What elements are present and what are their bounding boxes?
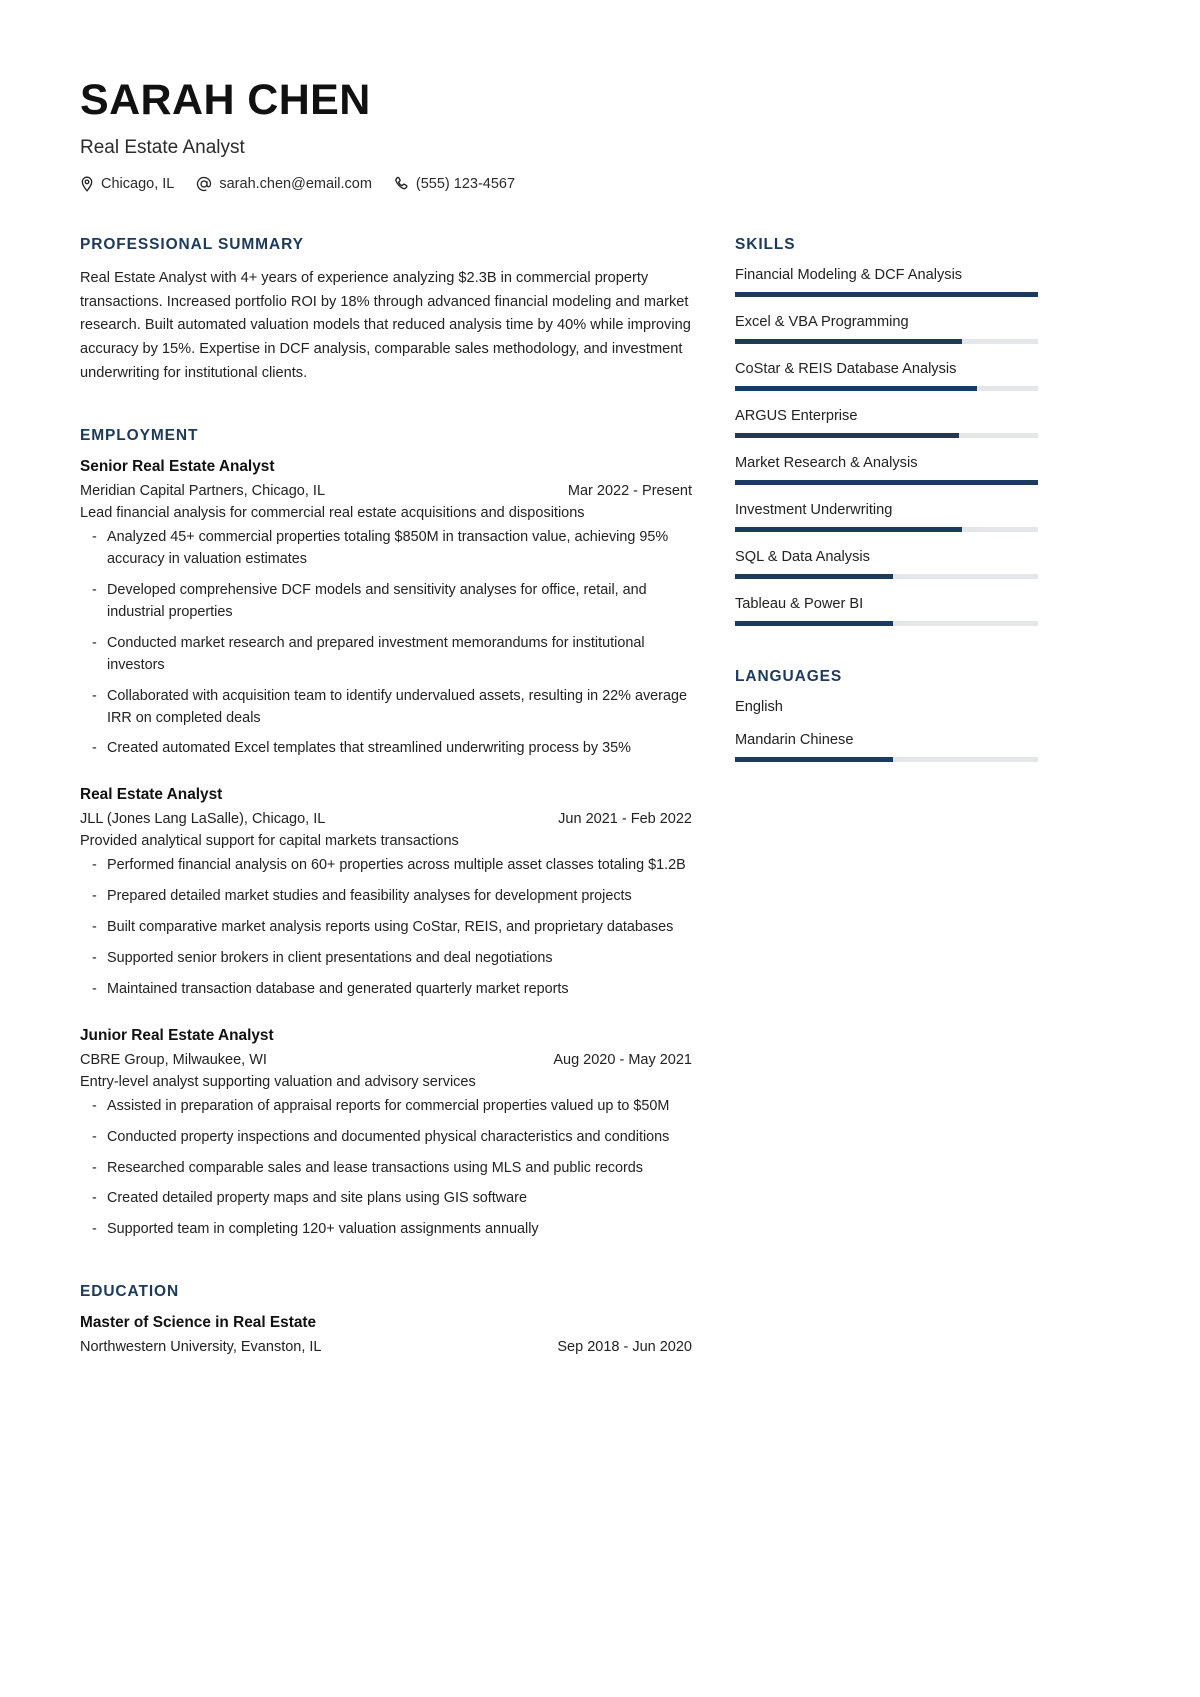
employment-bullet: [80, 738, 692, 760]
resume-header: [80, 78, 1030, 192]
education-entry: [80, 1314, 692, 1355]
skill-level-bar: [735, 339, 1038, 344]
employment-bullet-text: Created detailed property maps and site plans using GIS software: [107, 1190, 527, 1207]
email-at-icon: [196, 176, 212, 192]
language-name: English: [735, 699, 783, 716]
employment-job-title: Real Estate Analyst: [80, 786, 223, 804]
skill-level-fill: [735, 574, 893, 579]
employment-meta-row: [80, 483, 692, 499]
employment-heading: EMPLOYMENT: [80, 427, 199, 445]
skill-name: Excel & VBA Programming: [735, 314, 909, 331]
education-heading: EDUCATION: [80, 1283, 180, 1301]
employment-dates: Jun 2021 - Feb 2022: [558, 811, 692, 828]
employment-bullet: [80, 1096, 692, 1118]
employment-bullet-text: Created automated Excel templates that streamlined underwriting process by 35%: [107, 740, 631, 757]
employment-bullet-text: Prepared detailed market studies and feasibility analyses for development projects: [107, 888, 632, 905]
bullet-dash-icon: -: [92, 888, 97, 905]
employment-bullet-list: [80, 527, 692, 760]
contact-location: [80, 176, 174, 192]
summary-heading: PROFESSIONAL SUMMARY: [80, 236, 304, 254]
employment-bullet-text: Performed financial analysis on 60+ properties across multiple asset classes totaling $1.2B: [107, 857, 686, 874]
employment-meta-row: [80, 1052, 692, 1068]
skill-level-bar: [735, 292, 1038, 297]
skill-level-bar: [735, 480, 1038, 485]
bullet-dash-icon: -: [92, 1097, 97, 1114]
employment-job-title: Junior Real Estate Analyst: [80, 1026, 274, 1044]
skill-name: CoStar & REIS Database Analysis: [735, 361, 957, 378]
employment-description: Entry-level analyst supporting valuation and advisory services: [80, 1073, 476, 1090]
skill-level-fill: [735, 339, 962, 344]
bullet-dash-icon: -: [92, 582, 97, 599]
skill-name: Financial Modeling & DCF Analysis: [735, 267, 963, 284]
skill-name: Market Research & Analysis: [735, 455, 918, 472]
employment-bullet: [80, 1127, 692, 1149]
bullet-dash-icon: -: [92, 1128, 97, 1145]
employment-bullet-text: Conducted property inspections and documented physical characteristics and conditions: [107, 1128, 670, 1145]
skills-heading: SKILLS: [735, 236, 796, 254]
contact-phone-text: (555) 123-4567: [415, 176, 516, 193]
skill-level-bar: [735, 433, 1038, 438]
phone-icon: [394, 176, 409, 192]
employment-bullet: [80, 855, 692, 877]
language-level-bar: [735, 757, 1038, 762]
contact-phone[interactable]: [394, 176, 515, 192]
contact-email[interactable]: [196, 176, 372, 192]
skill-item: [735, 314, 1038, 344]
employment-dates: Aug 2020 - May 2021: [553, 1051, 692, 1068]
languages-heading: LANGUAGES: [735, 668, 843, 686]
contact-location-text: Chicago, IL: [101, 176, 175, 193]
language-level-fill: [735, 757, 893, 762]
skill-level-fill: [735, 292, 1038, 297]
contact-email-text: sarah.chen@email.com: [219, 176, 372, 193]
sidebar-column: [735, 236, 1038, 762]
employment-bullet: [80, 1158, 692, 1180]
education-institution: Northwestern University, Evanston, IL: [80, 1339, 322, 1356]
employment-bullet: [80, 886, 692, 908]
employment-bullet-text: Built comparative market analysis reports using CoStar, REIS, and proprietary databases: [107, 919, 674, 936]
bullet-dash-icon: -: [92, 1190, 97, 1207]
bullet-dash-icon: -: [92, 1221, 97, 1238]
employment-dates: Mar 2022 - Present: [567, 483, 692, 500]
employment-entry: [80, 458, 692, 760]
employment-bullet-text: Analyzed 45+ commercial properties totaling $850M in transaction value, achieving 95% accuracy in valuation estimates: [107, 529, 669, 568]
education-list: [80, 1314, 692, 1355]
resume-body: [80, 236, 1030, 1355]
skills-list: [735, 267, 1038, 626]
skill-level-fill: [735, 386, 977, 391]
summary-text: Real Estate Analyst with 4+ years of experience analyzing $2.3B in commercial property transactions. Increased portfolio ROI by 18% through advanced financial modeling and market research. Built automated valuation models that reduced analysis time by 40% while improving accuracy by 15%. Expertise in DCF analysis, comparable sales methodology, and investment underwriting for institutional clients.: [80, 270, 691, 381]
employment-bullet-list: [80, 1096, 692, 1241]
candidate-job-title: Real Estate Analyst: [80, 137, 245, 159]
employment-bullet: [80, 633, 692, 677]
language-name: Mandarin Chinese: [735, 732, 854, 749]
employment-bullet-list: [80, 855, 692, 1000]
employment-organization: Meridian Capital Partners, Chicago, IL: [80, 483, 326, 500]
location-pin-icon: [80, 176, 94, 192]
employment-bullet: [80, 948, 692, 970]
section-education: [80, 1283, 692, 1355]
languages-list: [735, 699, 1038, 762]
section-skills: [735, 236, 1038, 626]
skill-name: Investment Underwriting: [735, 502, 893, 519]
employment-bullet: [80, 917, 692, 939]
skill-item: [735, 596, 1038, 626]
employment-bullet: [80, 527, 692, 571]
skill-item: [735, 455, 1038, 485]
skill-level-fill: [735, 433, 959, 438]
skill-level-fill: [735, 621, 893, 626]
bullet-dash-icon: -: [92, 1159, 97, 1176]
skill-level-fill: [735, 480, 1038, 485]
language-item: [735, 732, 1038, 762]
employment-bullet-text: Supported team in completing 120+ valuation assignments annually: [107, 1221, 539, 1238]
employment-bullet-text: Assisted in preparation of appraisal reports for commercial properties valued up to $50M: [107, 1097, 670, 1114]
main-column: [80, 236, 692, 1355]
bullet-dash-icon: -: [92, 529, 97, 546]
employment-meta-row: [80, 811, 692, 827]
education-dates: Sep 2018 - Jun 2020: [557, 1339, 692, 1356]
section-languages: [735, 668, 1038, 762]
skill-item: [735, 408, 1038, 438]
employment-bullet: [80, 1188, 692, 1210]
employment-bullet: [80, 686, 692, 730]
employment-job-title: Senior Real Estate Analyst: [80, 458, 275, 476]
skill-item: [735, 361, 1038, 391]
employment-entry: [80, 1027, 692, 1241]
bullet-dash-icon: -: [92, 740, 97, 757]
employment-bullet-text: Supported senior brokers in client presentations and deal negotiations: [107, 950, 553, 967]
skill-name: ARGUS Enterprise: [735, 408, 858, 425]
section-professional-summary: [80, 236, 692, 385]
employment-organization: JLL (Jones Lang LaSalle), Chicago, IL: [80, 811, 326, 828]
skill-item: [735, 267, 1038, 297]
skill-item: [735, 549, 1038, 579]
employment-list: [80, 458, 692, 1241]
employment-description: Provided analytical support for capital markets transactions: [80, 833, 459, 850]
employment-bullet-text: Collaborated with acquisition team to identify undervalued assets, resulting in 22% average IRR on completed deals: [107, 687, 687, 726]
language-item: [735, 699, 1038, 715]
employment-bullet-text: Maintained transaction database and generated quarterly market reports: [107, 980, 569, 997]
employment-bullet-text: Researched comparable sales and lease transactions using MLS and public records: [107, 1159, 643, 1176]
bullet-dash-icon: -: [92, 919, 97, 936]
employment-bullet: [80, 979, 692, 1001]
bullet-dash-icon: -: [92, 980, 97, 997]
employment-description: Lead financial analysis for commercial real estate acquisitions and dispositions: [80, 505, 585, 522]
contact-row: [80, 176, 1030, 192]
bullet-dash-icon: -: [92, 634, 97, 651]
bullet-dash-icon: -: [92, 687, 97, 704]
employment-organization: CBRE Group, Milwaukee, WI: [80, 1051, 267, 1068]
employment-entry: [80, 786, 692, 1000]
employment-bullet: [80, 1219, 692, 1241]
skill-level-bar: [735, 574, 1038, 579]
skill-level-bar: [735, 527, 1038, 532]
skill-level-bar: [735, 621, 1038, 626]
employment-bullet-text: Developed comprehensive DCF models and sensitivity analyses for office, retail, and industrial properties: [107, 582, 647, 621]
skill-name: SQL & Data Analysis: [735, 549, 870, 566]
employment-bullet-text: Conducted market research and prepared investment memorandums for institutional investors: [107, 634, 645, 673]
section-employment: [80, 427, 692, 1241]
education-degree: Master of Science in Real Estate: [80, 1314, 317, 1332]
education-meta-row: [80, 1339, 692, 1355]
skill-level-bar: [735, 386, 1038, 391]
employment-bullet: [80, 580, 692, 624]
bullet-dash-icon: -: [92, 857, 97, 874]
candidate-name: SARAH CHEN: [80, 76, 371, 124]
skill-level-fill: [735, 527, 962, 532]
bullet-dash-icon: -: [92, 950, 97, 967]
skill-item: [735, 502, 1038, 532]
skill-name: Tableau & Power BI: [735, 596, 864, 613]
